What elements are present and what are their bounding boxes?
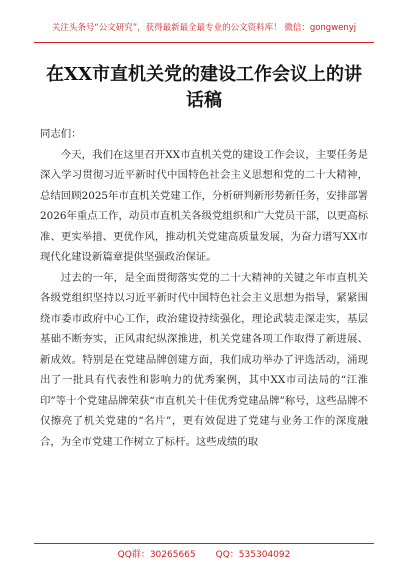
footer-qq-group: QQ群：30265665 <box>117 550 196 560</box>
footer-note <box>0 547 408 560</box>
salutation: 同志们： <box>40 128 82 140</box>
paragraph-2: 过去的一年，是全面贯彻落实党的二十大精神的关键之年市直机关各级党组织坚持以习近平新时代中国特色社会主义思想为指导，紧紧围绕市委市政府中心工作，政治建设持续强化，理论武装走深走实，基层基础不断夯实，正风肃纪纵深推进，机关党建各项工作取得了新进展、新成效。特别是在党建品牌创建方面，我们成功举办了评选活动，涌现出了一批具有代表性和影响力的优秀案例，其中XX市司法局的“江淮印”等十个党建品牌荣获“市直机关十佳优秀党建品牌”称号，这些品牌不仅擦亮了机关党建的“名片”，更有效促进了党建与业务工作的深度融合，为全市党建工作树立了标杆。这些成绩的取 <box>40 271 368 448</box>
paragraph-1: 今天，我们在这里召开XX市直机关党的建设工作会议，主要任务是深入学习贯彻习近平新时代中国特色社会主义思想和党的二十大精神，总结回顾2025年市直机关党建工作，分析研判新形势新任务，安排部署2026年重点工作，动员市直机关各级党组织和广大党员干部，以更高标准、更实举措、更优作风，推动机关党建高质量发展，为奋力谱写XX市现代化建设新篇章提供坚强政治保证。 <box>40 148 368 263</box>
footer-qq: QQ：535304092 <box>215 550 291 560</box>
header-divider <box>34 42 374 43</box>
footer-divider <box>34 543 374 544</box>
header-note: 关注头条号“公文研究”，获得最新最全最专业的公文资料库！ 微信：gongwenyj <box>51 23 357 33</box>
document-body <box>40 124 368 452</box>
document-title: 在XX市直机关党的建设工作会议上的讲话稿 <box>46 64 362 111</box>
